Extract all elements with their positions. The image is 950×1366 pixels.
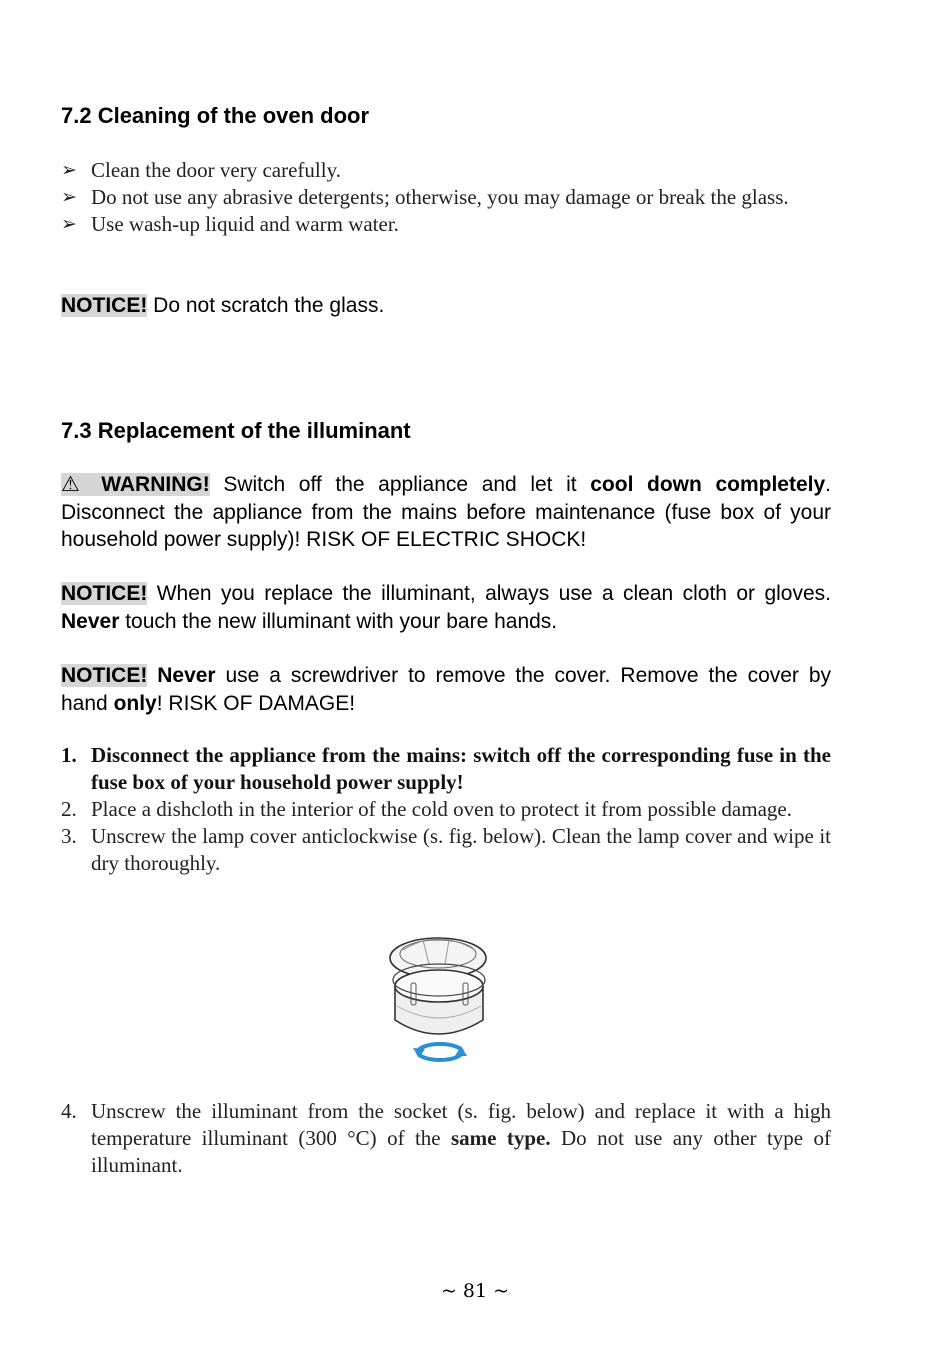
notice-text: Do not scratch the glass.	[147, 294, 385, 317]
arrow-bullet-icon: ➢	[61, 214, 77, 235]
notice-label: NOTICE!	[61, 294, 148, 317]
bullet-text: Use wash-up liquid and warm water.	[91, 212, 399, 236]
notice-text: When you replace the illuminant, always use a clean cloth or gloves.	[147, 582, 831, 605]
notice-cloth-paragraph	[61, 580, 831, 635]
warning-paragraph	[61, 471, 831, 554]
step-number: 2.	[61, 797, 77, 821]
notice-scratch	[61, 292, 831, 320]
replacement-steps-list	[61, 742, 831, 877]
list-item	[61, 184, 831, 211]
section-7-2-heading: 7.2 Cleaning of the oven door	[61, 103, 370, 128]
warning-text: . Disconnect the appliance from the mains before maintenance (fuse box of your household power supply)! RISK OF ELECTRIC SHOCK!	[61, 473, 832, 551]
notice-text: touch the new illuminant with your bare hands.	[119, 609, 558, 633]
list-item	[61, 796, 831, 823]
step-number: 4.	[61, 1099, 77, 1123]
warning-text: Switch off the appliance and let it	[209, 473, 591, 496]
step-number: 3.	[61, 824, 77, 848]
warning-label	[61, 473, 210, 496]
notice-text: use a screwdriver to remove the cover. Remove the cover by hand	[61, 664, 831, 715]
list-item	[61, 157, 831, 184]
step-number: 1.	[61, 743, 77, 767]
bullet-text: Do not use any abrasive detergents; otherwise, you may damage or break the glass.	[91, 185, 789, 209]
step-text: Unscrew the illuminant from the socket (s. fig. below) and replace it with a high temperature illuminant (300 °C) of the	[91, 1099, 831, 1150]
notice-screwdriver-paragraph	[61, 662, 831, 717]
cleaning-bullet-list	[61, 157, 831, 238]
notice-emphasis: Never	[61, 609, 120, 633]
list-item	[61, 1098, 831, 1179]
list-item	[61, 823, 831, 877]
replacement-steps-list-continued	[61, 1098, 831, 1179]
warning-label-text: WARNING!	[87, 473, 210, 496]
list-item	[61, 742, 831, 796]
section-7-3-heading: 7.3 Replacement of the illuminant	[61, 418, 411, 443]
page-number: ~ 81 ~	[440, 1280, 510, 1302]
lamp-cover-unscrew-icon	[383, 928, 503, 1073]
step-text: Do not use any other type of illuminant.	[91, 1126, 831, 1177]
notice-label: NOTICE!	[61, 582, 148, 605]
warning-emphasis: cool down completely	[590, 473, 826, 496]
bullet-text: Clean the door very carefully.	[91, 158, 341, 182]
notice-label: NOTICE!	[61, 664, 148, 687]
step-emphasis: same type.	[451, 1126, 551, 1150]
step-text: Disconnect the appliance from the mains: switch off the corresponding fuse in the fuse box of your household power supply!	[91, 743, 831, 794]
list-item	[61, 211, 831, 238]
warning-triangle-icon: ⚠	[61, 473, 88, 496]
notice-text: ! RISK OF DAMAGE!	[156, 691, 356, 715]
lamp-cover-illustration	[383, 928, 503, 1073]
notice-emphasis: Never	[147, 664, 216, 687]
arrow-bullet-icon: ➢	[61, 160, 77, 181]
notice-emphasis: only	[113, 691, 157, 715]
step-text: Unscrew the lamp cover anticlockwise (s. fig. below). Clean the lamp cover and wipe it dry thoroughly.	[91, 824, 831, 875]
arrow-bullet-icon: ➢	[61, 187, 77, 208]
step-text: Place a dishcloth in the interior of the cold oven to protect it from possible damage.	[91, 797, 792, 821]
